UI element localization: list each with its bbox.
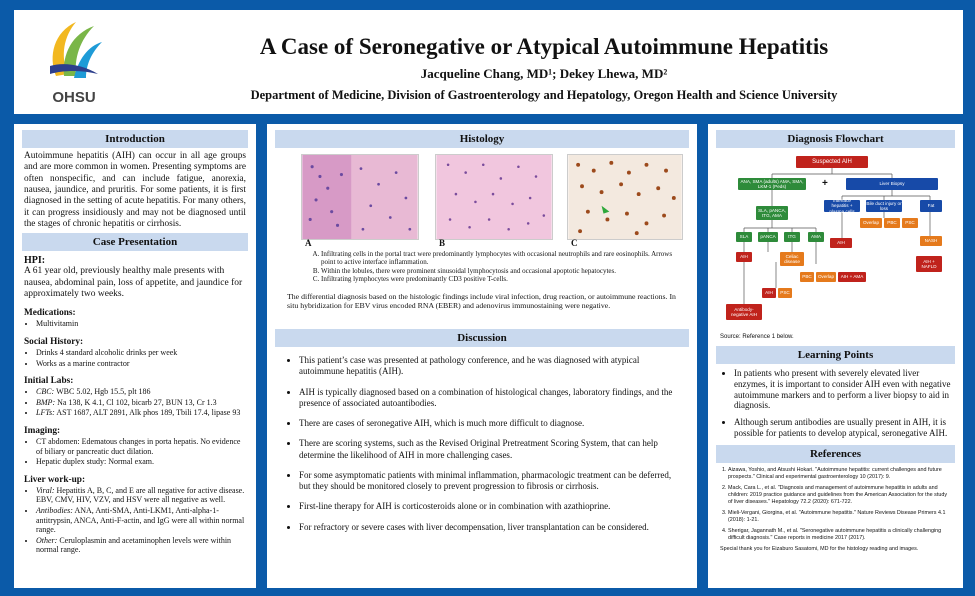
middle-column bbox=[267, 124, 697, 588]
list-item bbox=[36, 398, 246, 408]
list-item bbox=[36, 387, 246, 397]
caption-item: A. Infiltrating cells in the portal tract were predominantly lymphocytes with occasional neutrophils and rare eosinophils. Arrows point to active interface inflammation. bbox=[321, 250, 679, 267]
flow-ana-sma: ANA, SMA (adults) AMA, SMA, LKM-1 (Peds) bbox=[738, 178, 806, 190]
poster-affiliation: Department of Medicine, Division of Gastroenterology and Hepatology, Oregon Health and Science University bbox=[250, 88, 838, 102]
list-item: • For some asymptomatic patients with minimal inflammation, pharmacologic treatment can be deferred, but they should be monitored closely to prevent progression to fibrosis or cirrhosis. bbox=[299, 470, 681, 493]
flow-liver-biopsy: Liver Biopsy bbox=[846, 178, 938, 190]
references-list bbox=[728, 467, 951, 542]
logo-text: OHSU bbox=[52, 89, 96, 106]
flow-celiac: Celiac disease bbox=[780, 252, 804, 266]
flowchart-heading: Diagnosis Flowchart bbox=[716, 130, 955, 148]
workup-value: Hepatitis A, B, C, and E are all negative for active disease. EBV, CMV, HIV, VZV, and HSV were all negative as well. bbox=[36, 485, 245, 505]
flow-ama: AMA bbox=[808, 232, 824, 242]
list-item: • CT abdomen: Edematous changes in porta hepatis. No evidence of biliary or pancreatic duct dilation. bbox=[36, 437, 246, 456]
list-item bbox=[36, 486, 246, 505]
list-item: • This patient’s case was presented at pathology conference, and he was diagnosed with atypical autoimmune hepatitis (AIH). bbox=[299, 355, 681, 378]
list-item: • Drinks 4 standard alcoholic drinks per week bbox=[36, 348, 246, 358]
learning-points-list bbox=[734, 368, 951, 439]
list-item bbox=[36, 536, 246, 555]
reference-item: 3. Mieli-Vergani, Giorgina, et al. "Autoimmune hepatitis." Nature Reviews Disease Primers 4.1 (2018): 1-21. bbox=[728, 510, 951, 524]
histology-captions bbox=[321, 250, 679, 284]
poster-authors: Jacqueline Chang, MD¹; Dekey Lhewa, MD² bbox=[420, 66, 668, 81]
workup-key: Viral: bbox=[36, 485, 55, 495]
flow-sla: SLA bbox=[736, 232, 752, 242]
learning-points-heading: Learning Points bbox=[716, 346, 955, 364]
list-item: • Hepatic duplex study: Normal exam. bbox=[36, 457, 246, 467]
histology-image-a bbox=[301, 154, 419, 240]
hpi-text: A 61 year old, previously healthy male presents with nausea, abdominal pain, loss of appetite, and jaundice for approximately two weeks. bbox=[24, 266, 243, 300]
caption-item: B. Within the lobules, there were prominent sinusoidal lymphocytosis and occasional apoptotic hepatocytes. bbox=[321, 267, 679, 275]
medications-list bbox=[36, 319, 246, 329]
flow-bile-duct: Bile duct injury or loss bbox=[866, 200, 902, 211]
introduction-heading: Introduction bbox=[22, 130, 248, 148]
discussion-heading: Discussion bbox=[275, 329, 689, 347]
flow-aih-1: AIH bbox=[830, 238, 852, 248]
lab-key: BMP: bbox=[36, 397, 56, 407]
flow-nash: NASH bbox=[920, 236, 942, 246]
lab-value: AST 1687, ALT 2891, Alk phos 189, Tbili 17.4, lipase 93 bbox=[54, 408, 241, 418]
discussion-list bbox=[299, 355, 681, 533]
acknowledgement: Special thank you for Eizaburo Sasatomi, MD for the histology reading and images. bbox=[720, 545, 919, 552]
lab-value: WBC 5.02, Hgb 15.5, plt 186 bbox=[54, 387, 151, 397]
introduction-text: Autoimmune hepatitis (AIH) can occur in all age groups and are more common in women. Presenting symptoms are often nonspecific, and can include fatigue, anorexia, nausea, jaundice, and pruritis. For some patients, it is first diagnosed in the setting of acute hepatitis. For many others, it can progress insidiously and may not be diagnosed until the stages of chronic hepatitis or cirrhosis. bbox=[24, 151, 246, 229]
poster-title: A Case of Seronegative or Atypical Autoimmune Hepatitis bbox=[259, 34, 829, 59]
flow-overlap-1: Overlap bbox=[860, 218, 882, 228]
right-column bbox=[708, 124, 963, 588]
initial-labs-list bbox=[36, 387, 246, 418]
flow-pbc-2: PBC bbox=[800, 272, 814, 282]
reference-item: 4. Sherigar, Jagannath M., et al. "Seronegative autoimmune hepatitis a clinically challenging difficult diagnosis." Case reports in medicine 2017 (2017). bbox=[728, 528, 951, 542]
medications-label: Medications: bbox=[24, 308, 76, 319]
flow-fat: Fat bbox=[920, 200, 942, 212]
differential-diagnosis-text: The differential diagnosis based on the histologic findings include viral infection, drug reaction, or autoimmune reactions. In situ hybridization for EBV virus encoded RNA (EBER) and adenovirus immunostaining were negative. bbox=[287, 291, 676, 311]
list-item: • Multivitamin bbox=[36, 319, 246, 329]
flow-ttg: tTG bbox=[784, 232, 800, 242]
hpi-label: HPI: bbox=[24, 255, 46, 267]
references-heading: References bbox=[716, 445, 955, 463]
list-item: • AIH is typically diagnosed based on a combination of histological changes, laboratory findings, and the presence of associated autoantibodies. bbox=[299, 387, 681, 410]
flow-pbc-1: PBC bbox=[884, 218, 900, 228]
flow-aih-2: AIH bbox=[736, 252, 752, 262]
flow-plus: + bbox=[822, 178, 828, 189]
flow-aih-ama: AIH + AMA bbox=[838, 272, 866, 282]
list-item bbox=[36, 408, 246, 418]
histology-images bbox=[275, 154, 689, 250]
flow-psc-1: PSC bbox=[902, 218, 918, 228]
workup-value: Ceruloplasmin and acetaminophen levels were within normal range. bbox=[36, 535, 232, 555]
liver-workup-label: Liver work-up: bbox=[24, 474, 86, 485]
case-presentation-heading: Case Presentation bbox=[22, 233, 248, 251]
liver-workup-list bbox=[36, 486, 246, 555]
imaging-list bbox=[36, 437, 246, 467]
flow-interface-hepatitis: Interface hepatitis + plasma cells bbox=[824, 200, 860, 212]
lab-key: CBC: bbox=[36, 387, 55, 397]
workup-key: Antibodies: bbox=[36, 506, 73, 515]
ohsu-logo-icon bbox=[42, 16, 106, 82]
flowchart-source: Source: Reference 1 below. bbox=[720, 334, 794, 340]
reference-item: 2. Mack, Cara L., et al. "Diagnosis and management of autoimmune hepatitis in adults and children: 2019 practice guidance and guidelines from the American Association for the study of liver diseases." Hepatology 72.2 (2020): 671-722. bbox=[728, 485, 951, 506]
histology-image-b bbox=[435, 154, 553, 240]
caption-item: C. Infiltrating lymphocytes were predominantly CD3 positive T-cells. bbox=[321, 275, 679, 283]
list-item: • There are cases of seronegative AIH, which is much more difficult to diagnose. bbox=[299, 418, 681, 429]
list-item: • Works as a marine contractor bbox=[36, 359, 246, 369]
reference-item: 1. Aizawa, Yoshio, and Atsushi Hokari. "Autoimmune hepatitis: current challenges and future prospects." Clinical and experimental gastroenterology 10 (2017): 9. bbox=[728, 467, 951, 481]
left-column bbox=[14, 124, 256, 588]
flow-psc-2: PSC bbox=[778, 288, 792, 298]
initial-labs-label: Initial Labs: bbox=[24, 376, 74, 387]
list-item bbox=[36, 506, 246, 535]
workup-value: ANA, Anti-SMA, Anti-LKM1, Anti-alpha-1-antitrypsin, ANCA, Anti-F-actin, and IgG were all within normal range. bbox=[36, 506, 245, 535]
list-item: • Although serum antibodies are usually present in AIH, it is possible for patients to develop atypical, seronegative AIH. bbox=[734, 417, 951, 439]
flow-sla-panca: SLA, pANCA, tTG, AMA bbox=[756, 206, 788, 220]
ohsu-logo bbox=[42, 16, 106, 106]
lab-key: LFTs: bbox=[36, 408, 55, 418]
list-item: • For refractory or severe cases with liver decompensation, liver transplantation can be considered. bbox=[299, 522, 681, 533]
histology-label-a: A bbox=[305, 238, 312, 248]
diagnosis-flowchart bbox=[716, 152, 955, 332]
social-history-label: Social History: bbox=[24, 337, 84, 348]
flow-overlap-2: Overlap bbox=[816, 272, 836, 282]
poster-header bbox=[14, 10, 963, 114]
histology-image-c bbox=[567, 154, 683, 240]
flow-aih-3: AIH bbox=[762, 288, 776, 298]
histology-label-c: C bbox=[571, 238, 578, 248]
flow-suspected-aih: Suspected AIH bbox=[796, 156, 868, 168]
imaging-label: Imaging: bbox=[24, 426, 61, 437]
list-item: • There are scoring systems, such as the Revised Original Pretreatment Scoring System, that can help determine the likelihood of AIH in more challenging cases. bbox=[299, 438, 681, 461]
histology-heading: Histology bbox=[275, 130, 689, 148]
list-item: • In patients who present with severely elevated liver enzymes, it is important to consider AIH even with negative autoimmune markers and to perform a liver biopsy to aid in diagnosis. bbox=[734, 368, 951, 411]
workup-key: Other: bbox=[36, 535, 58, 545]
list-item: • First-line therapy for AIH is corticosteroids alone or in combination with azathioprine. bbox=[299, 501, 681, 512]
social-history-list bbox=[36, 348, 246, 368]
lab-value: Na 138, K 4.1, Cl 102, bicarb 27, BUN 13, Cr 1.3 bbox=[55, 397, 217, 407]
flow-aih-nafld: AIH + NAFLD bbox=[916, 256, 942, 272]
histology-label-b: B bbox=[439, 238, 446, 248]
flow-panca: pANCA bbox=[758, 232, 778, 242]
flow-antibody-negative-aih: Antibody-negative AIH bbox=[726, 304, 762, 320]
